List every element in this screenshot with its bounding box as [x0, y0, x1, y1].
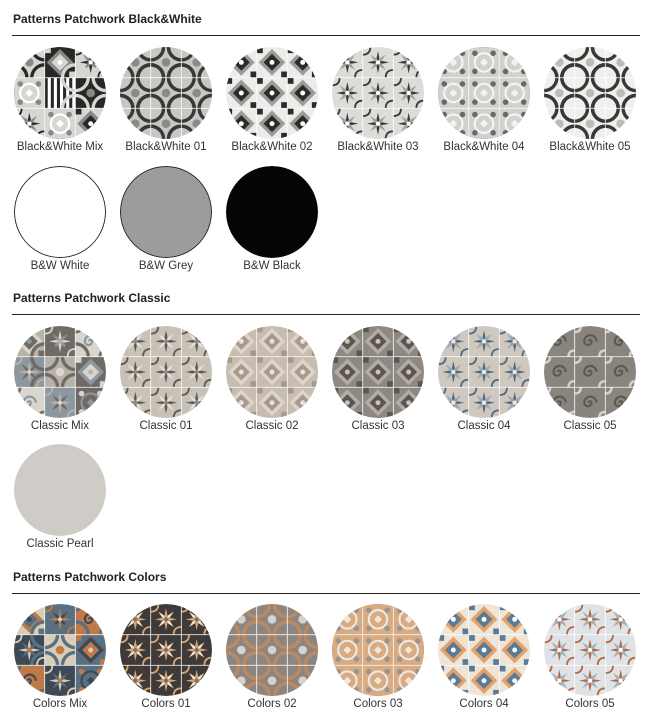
bw-04-pattern-icon: [438, 47, 530, 139]
bw-mix-pattern-icon: [14, 47, 106, 139]
classic-02-pattern-icon: [226, 326, 318, 418]
swatch-label: Black&White 04: [443, 141, 525, 153]
bw-02-pattern-icon: [226, 47, 318, 139]
section-title-colors: Patterns Patchwork Colors: [13, 570, 167, 584]
section-divider: [12, 35, 640, 36]
bw-01-pattern-icon: [120, 47, 212, 139]
section-divider: [12, 314, 640, 315]
grey-solid-icon: [120, 166, 212, 258]
classic-01-pattern-icon: [120, 326, 212, 418]
swatch-label: Colors 02: [247, 698, 297, 710]
bw-03-pattern-icon: [332, 47, 424, 139]
bw-05-pattern-icon: [544, 47, 636, 139]
swatch-label: Black&White 03: [337, 141, 419, 153]
swatch-label: Black&White 05: [549, 141, 631, 153]
classic-05-pattern-icon: [544, 326, 636, 418]
colors-04-pattern-icon: [438, 604, 530, 696]
swatch-label: Black&White 01: [125, 141, 207, 153]
swatch-label: Classic Mix: [30, 420, 90, 432]
swatch-label: Colors 03: [353, 698, 403, 710]
swatch-label: Colors 01: [141, 698, 191, 710]
colors-mix-pattern-icon: [14, 604, 106, 696]
swatch-label: B&W Black: [243, 260, 301, 272]
colors-01-pattern-icon: [120, 604, 212, 696]
classic-mix-pattern-icon: [14, 326, 106, 418]
swatch-label: Colors 05: [565, 698, 615, 710]
swatch-label: Colors 04: [459, 698, 509, 710]
colors-03-pattern-icon: [332, 604, 424, 696]
colors-05-pattern-icon: [544, 604, 636, 696]
swatch-label: Colors Mix: [32, 698, 88, 710]
swatch-label: Classic 02: [245, 420, 299, 432]
swatch-label: Black&White Mix: [16, 141, 104, 153]
swatch-label: Classic 04: [457, 420, 511, 432]
swatch-label: Classic 03: [351, 420, 405, 432]
classic-04-pattern-icon: [438, 326, 530, 418]
swatch-label: Classic 05: [563, 420, 617, 432]
section-divider: [12, 593, 640, 594]
swatch-label: Classic 01: [139, 420, 193, 432]
pearl-solid-icon: [14, 444, 106, 536]
black-solid-icon: [226, 166, 318, 258]
section-title-black-white: Patterns Patchwork Black&White: [13, 12, 202, 26]
white-solid-icon: [14, 166, 106, 258]
colors-02-pattern-icon: [226, 604, 318, 696]
classic-03-pattern-icon: [332, 326, 424, 418]
section-title-classic: Patterns Patchwork Classic: [13, 291, 171, 305]
swatch-label: Black&White 02: [231, 141, 313, 153]
swatch-label: Classic Pearl: [26, 538, 94, 550]
swatch-label: B&W White: [30, 260, 90, 272]
swatch-label: B&W Grey: [138, 260, 194, 272]
